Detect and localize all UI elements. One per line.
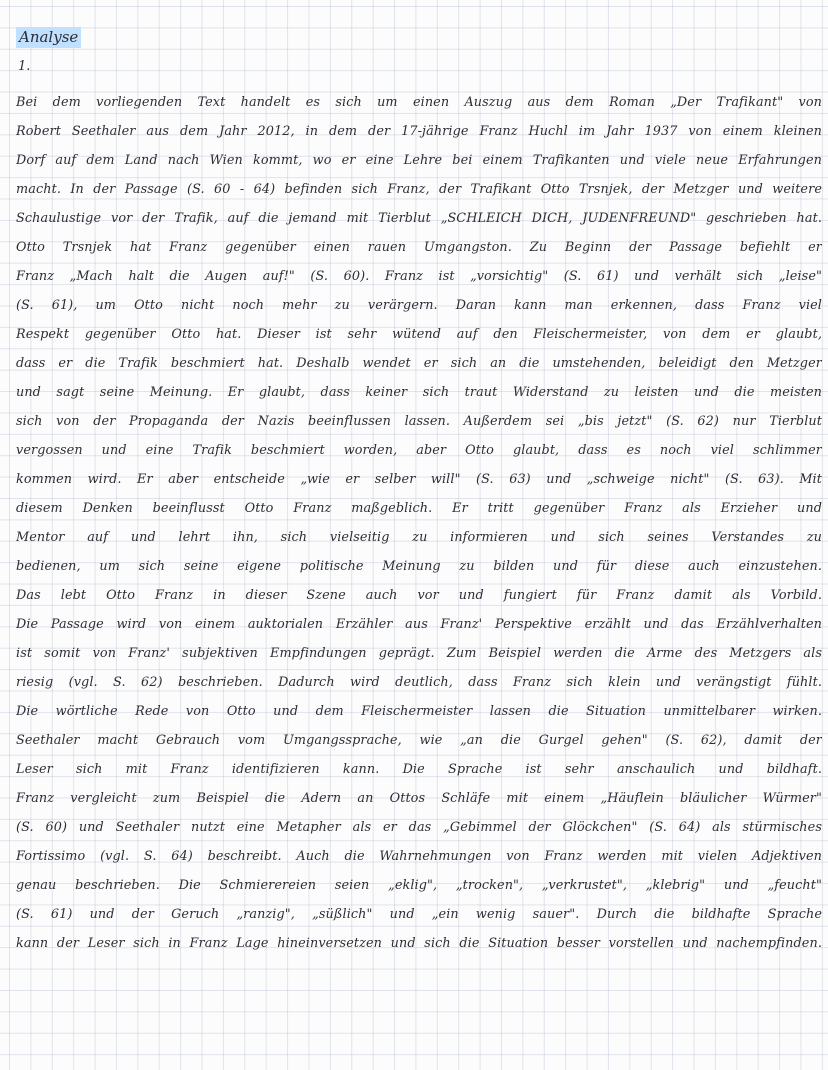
text-line: bedienen, um sich seine eigene politische Meinung zu bilden und für diese auch einzustehen. [16, 559, 822, 574]
text-line: kommen wird. Er aber entscheide „wie er selber will" (S. 63) und „schweige nicht" (S. 63). Mit [16, 472, 822, 487]
text-line: Mentor auf und lehrt ihn, sich vielseitig zu informieren und sich seines Verstandes zu [16, 530, 822, 545]
text-line: riesig (vgl. S. 62) beschrieben. Dadurch wird deutlich, dass Franz sich klein und verängstigt fühlt. [16, 675, 822, 690]
text-line: genau beschrieben. Die Schmierereien seien „eklig", „trocken", „verkrustet", „klebrig" und „feucht" [16, 878, 822, 893]
text-line: und sagt seine Meinung. Er glaubt, dass keiner sich traut Widerstand zu leisten und die meisten [16, 385, 822, 400]
text-line: vergossen und eine Trafik beschmiert worden, aber Otto glaubt, dass es noch viel schlimmer [16, 443, 822, 458]
text-line: Bei dem vorliegenden Text handelt es sich um einen Auszug aus dem Roman „Der Trafikant" von [16, 95, 822, 110]
text-line: macht. In der Passage (S. 60 - 64) befinden sich Franz, der Trafikant Otto Trsnjek, der Metzger und weitere [16, 182, 822, 197]
text-line: kann der Leser sich in Franz Lage hineinversetzen und sich die Situation besser vorstellen und nachempfinden. [16, 936, 822, 951]
text-line: Otto Trsnjek hat Franz gegenüber einen rauen Umgangston. Zu Beginn der Passage befiehlt er [16, 240, 822, 255]
text-line: diesem Denken beeinflusst Otto Franz maßgeblich. Er tritt gegenüber Franz als Erzieher und [16, 501, 822, 516]
text-line: Franz vergleicht zum Beispiel die Adern an Ottos Schläfe mit einem „Häuflein bläulicher Würmer" [16, 791, 822, 806]
handwritten-text-body [16, 88, 822, 958]
text-line: Franz „Mach halt die Augen auf!" (S. 60). Franz ist „vorsichtig" (S. 61) und verhält sich „leise" [16, 269, 822, 284]
section-number: 1. [18, 59, 31, 74]
text-line: Schaulustige vor der Trafik, auf die jemand mit Tierblut „SCHLEICH DICH, JUDENFREUND" geschrieben hat. [16, 211, 822, 226]
text-line: Die wörtliche Rede von Otto und dem Fleischermeister lassen die Situation unmittelbarer wirken. [16, 704, 822, 719]
text-line: sich von der Propaganda der Nazis beeinflussen lassen. Außerdem sei „bis jetzt" (S. 62) nur Tierblut [16, 414, 822, 429]
page-title: Analyse [16, 27, 81, 48]
text-line: ist somit von Franz' subjektiven Empfindungen geprägt. Zum Beispiel werden die Arme des Metzgers als [16, 646, 822, 661]
text-line: dass er die Trafik beschmiert hat. Deshalb wendet er sich an die umstehenden, beleidigt den Metzger [16, 356, 822, 371]
text-line: Fortissimo (vgl. S. 64) beschreibt. Auch die Wahrnehmungen von Franz werden mit vielen Adjektiven [16, 849, 822, 864]
text-line: Respekt gegenüber Otto hat. Dieser ist sehr wütend auf den Fleischermeister, von dem er glaubt, [16, 327, 822, 342]
text-line: Leser sich mit Franz identifizieren kann. Die Sprache ist sehr anschaulich und bildhaft. [16, 762, 822, 777]
text-line: Robert Seethaler aus dem Jahr 2012, in dem der 17-jährige Franz Huchl im Jahr 1937 von einem kleinen [16, 124, 822, 139]
text-line: Seethaler macht Gebrauch vom Umgangssprache, wie „an die Gurgel gehen" (S. 62), damit der [16, 733, 822, 748]
text-line: (S. 60) und Seethaler nutzt eine Metapher als er das „Gebimmel der Glöckchen" (S. 64) als stürmisches [16, 820, 822, 835]
text-line: Dorf auf dem Land nach Wien kommt, wo er eine Lehre bei einem Trafikanten und viele neue Erfahrungen [16, 153, 822, 168]
text-line: Die Passage wird von einem auktorialen Erzähler aus Franz' Perspektive erzählt und das Erzählverhalten [16, 617, 822, 632]
text-line: Das lebt Otto Franz in dieser Szene auch vor und fungiert für Franz damit als Vorbild. [16, 588, 822, 603]
text-line: (S. 61) und der Geruch „ranzig", „süßlich" und „ein wenig sauer". Durch die bildhafte Sprache [16, 907, 822, 922]
text-line: (S. 61), um Otto nicht noch mehr zu verärgern. Daran kann man erkennen, dass Franz viel [16, 298, 822, 313]
